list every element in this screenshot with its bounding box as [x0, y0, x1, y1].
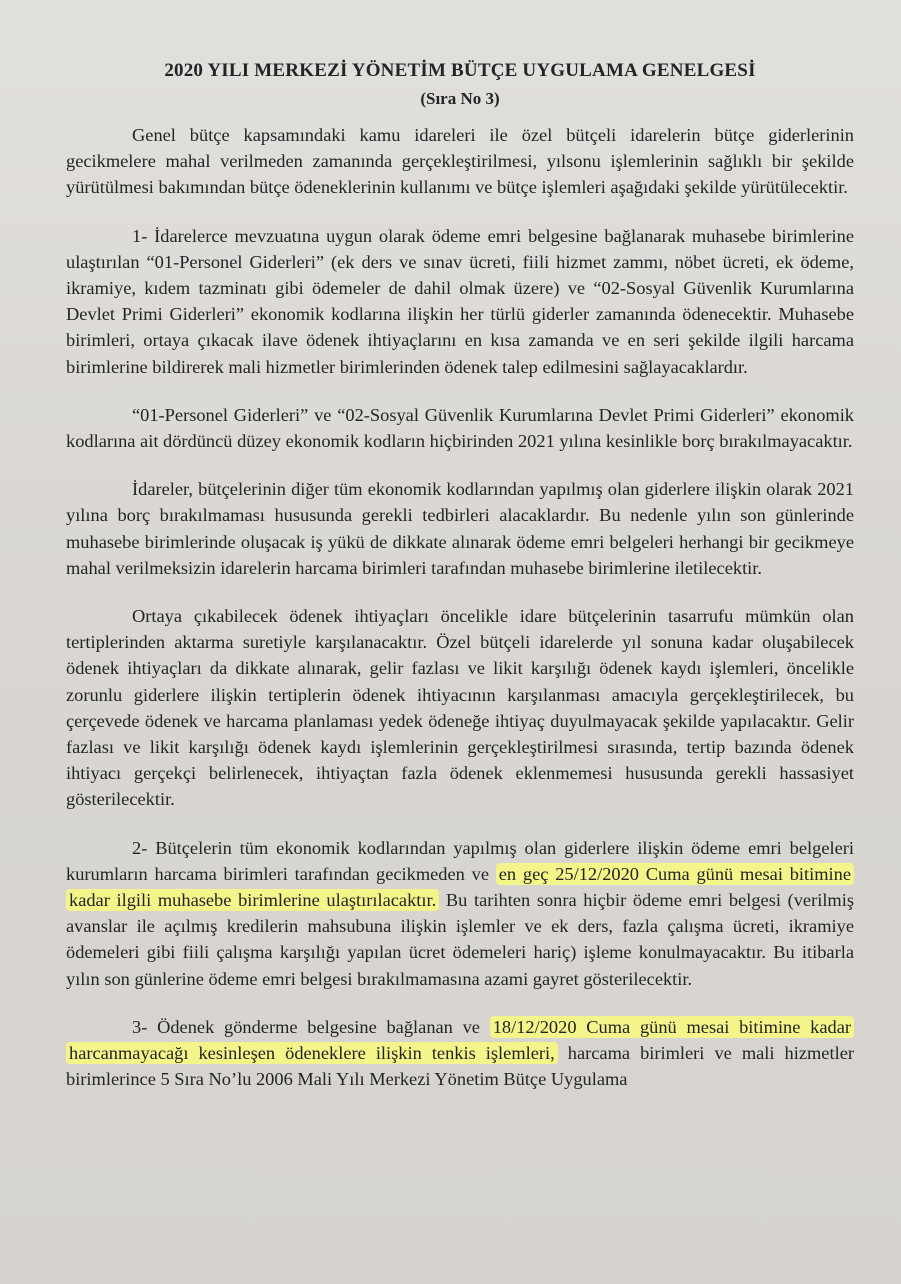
paragraph-item-2-text: 2- Bütçelerin tüm ekonomik kodlarından yapılmış olan giderlere ilişkin ödeme emri belgeleri kurumların harcama birimleri tarafından gecikmeden ve — [66, 837, 854, 884]
paragraph-item-1: 1- İdarelerce mevzuatına uygun olarak ödeme emri belgesine bağlanarak muhasebe birimlerine ulaştırılan “01-Personel Giderleri” (ek ders ve sınav ücreti, fiili hizmet zammı, nöbet ücreti, ek ödeme, ikramiye, kıdem tazminatı gibi ödemeler de dahil olmak üzere) ve “02-Sosyal Güvenlik Kurumlarına Devlet Primi Giderleri” ekonomik kodlarına ilişkin her türlü giderler zamanında ödenecektir. Muhasebe birimleri, ortaya çıkacak ilave ödenek ihtiyaçlarını en kısa zamanda ve en seri şekilde ilgili harcama birimlerine bildirerek mali hizmetler birimlerinden ödenek talep edilmesini sağlayacaklardır. — [66, 225, 854, 377]
paragraph-other-codes: İdareler, bütçelerinin diğer tüm ekonomik kodlarından yapılmış olan giderlere ilişkin olarak 2021 yılına borç bırakılmaması hususunda gerekli tedbirleri alacaklardır. Bu nedenle yılın son günlerinde muhasebe birimlerinde oluşacak iş yükü de dikkate alınarak ödeme emri belgeleri herhangi bir gecikmeye mahal verilmeksizin idarelerin harcama birimleri tarafından muhasebe birimlerine iletilecektir. — [66, 479, 854, 578]
document-subtitle: (Sıra No 3) — [420, 89, 500, 108]
paragraph-item-3 — [66, 1014, 854, 1093]
highlight-deadline-25-12: en geç 25/12/2020 Cuma günü mesai bitimine kadar ilgili muhasebe birimlerine ulaştırılacaktır. — [66, 863, 854, 911]
highlight-deadline-18-12: 18/12/2020 Cuma günü mesai bitimine kadar harcanmayacağı kesinleşen ödeneklere ilişkin tenkis işlemleri, — [66, 1016, 854, 1064]
paragraph-item-2-rest: Bu tarihten sonra hiçbir ödeme emri belgesi (verilmiş avanslar ile açılmış kredilerin mahsubuna ilişkin işlemler ve ek ders, fazla çalışma ücreti, ikramiye ödemeleri gibi fiili çalışma karşılığı yapılan ücret ödemeleri hariç) işleme konulmayacaktır. Bu itibarla yılın son günlerine ödeme emri belgesi bırakılmamasına azami gayret gösterilecektir. — [66, 890, 855, 989]
paragraph-personnel-debt: “01-Personel Giderleri” ve “02-Sosyal Güvenlik Kurumlarına Devlet Primi Giderleri” ekonomik kodlarına ait dördüncü düzey ekonomik kodların hiçbirinden 2021 yılına kesinlikle borç bırakılmayacaktır. — [66, 404, 854, 452]
paragraph-item-2 — [66, 835, 854, 992]
paragraph-intro: Genel bütçe kapsamındaki kamu idareleri ile özel bütçeli idarelerin bütçe giderlerinin gecikmelere mahal verilmeden zamanında gerçekleştirilmesi, yılsonu işlemlerinin sağlıklı bir şekilde yürütülmesi bakımından bütçe ödeneklerinin kullanımı ve bütçe işlemleri aşağıdaki şekilde yürütülecektir. — [66, 125, 854, 198]
paragraph-item-3-text: 3- Ödenek gönderme belgesine bağlanan ve — [132, 1016, 490, 1037]
document-body — [66, 56, 854, 1115]
document-title: 2020 YILI MERKEZİ YÖNETİM BÜTÇE UYGULAMA GENELGESİ — [164, 60, 756, 81]
paragraph-appropriation-needs: Ortaya çıkabilecek ödenek ihtiyaçları öncelikle idare bütçelerinin tasarrufu mümkün olan tertiplerinden aktarma suretiyle karşılanacaktır. Özel bütçeli idarelerde yıl sonuna kadar oluşabilecek ödenek ihtiyaçları da dikkate alınarak, gelir fazlası ve likit karşılığı ödenek kaydı işlemleri, öncelikle zorunlu giderlere ilişkin tertiplerin ödenek ihtiyacının karşılanması amacıyla gerçekleştirilecek, bu çerçevede ödenek ve harcama planlaması yedek ödeneğe ihtiyaç duyulmayacak şekilde yapılacaktır. Gelir fazlası ve likit karşılığı ödenek kaydı işlemlerinin gerçekleştirilmesi sırasında, tertip bazında ödenek ihtiyacı gerçekçi belirlenecek, ihtiyaçtan fazla ödenek eklenmemesi hususunda gerekli hassasiyet gösterilecektir. — [66, 606, 854, 810]
paragraph-item-3-rest: harcama birimleri ve mali hizmetler birimlerince 5 Sıra No’lu 2006 Mali Yılı Merkezi Yönetim Bütçe Uygulama — [66, 1043, 854, 1090]
